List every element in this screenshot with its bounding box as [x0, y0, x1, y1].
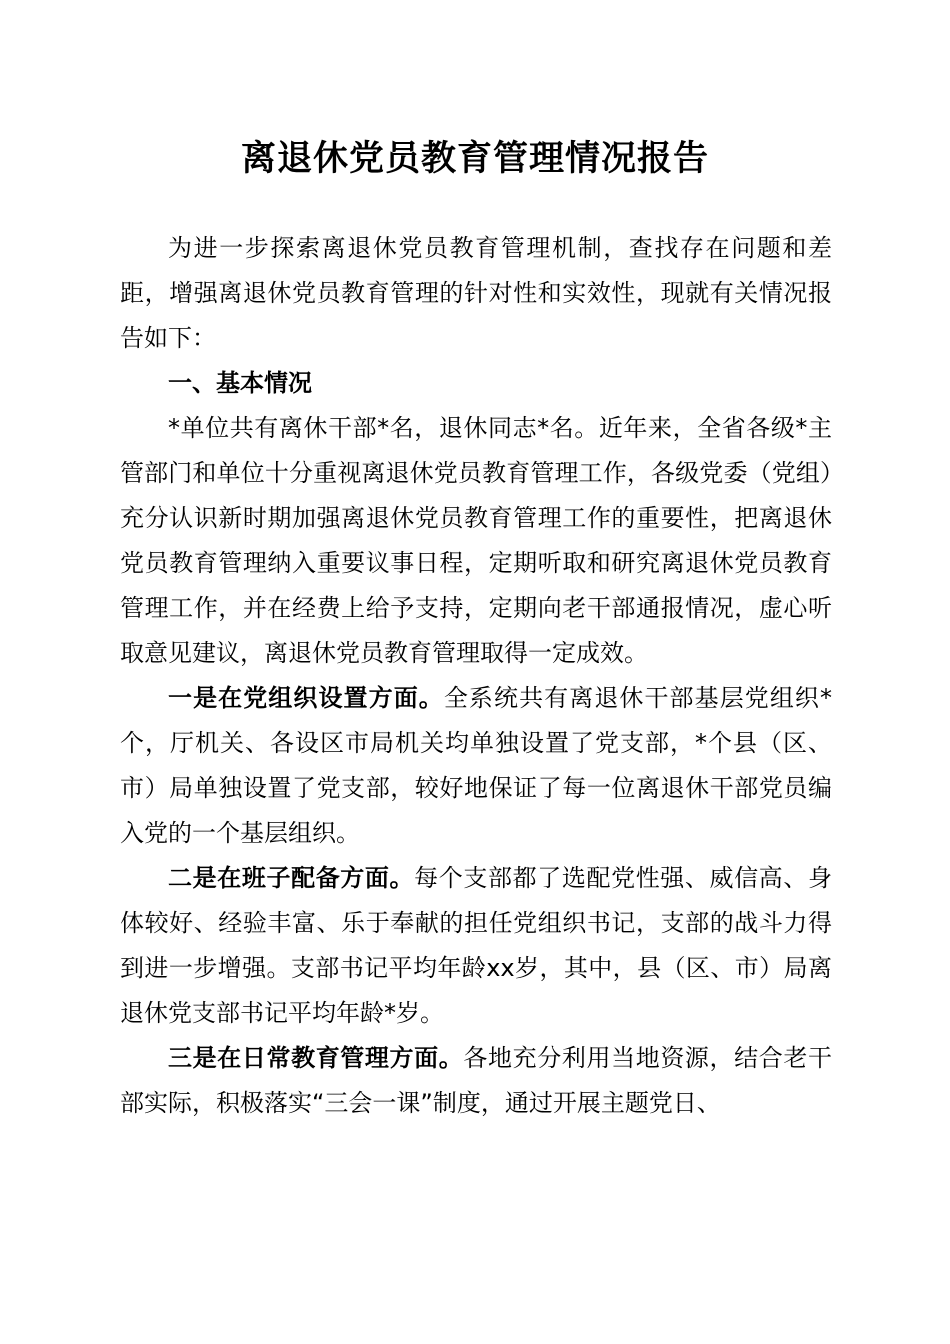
- team-staffing-paragraph: [120, 856, 832, 1036]
- daily-management-paragraph: [120, 1036, 832, 1126]
- party-organization-lead: 一是在党组织设置方面。: [168, 684, 444, 712]
- daily-management-lead: 三是在日常教育管理方面。: [168, 1044, 464, 1072]
- document-title: 离退休党员教育管理情况报告: [240, 138, 709, 179]
- intro-paragraph: 为进一步探索离退休党员教育管理机制，查找存在问题和差距，增强离退休党员教育管理的针对性和实效性，现就有关情况报告如下：: [120, 234, 832, 352]
- daily-management-text: 各地充分利用当地资源，结合老干部实际，积极落实“三会一课”制度，通过开展主题党日、: [120, 1044, 833, 1117]
- party-organization-text: 全系统共有离退休干部基层党组织*个，厅机关、各设区市局机关均单独设置了党支部，*个县（区、市）局单独设置了党支部，较好地保证了每一位离退休干部党员编入党的一个基层组织。: [120, 684, 833, 847]
- section-heading-basic-situation: 一、基本情况: [168, 369, 312, 397]
- team-staffing-lead: 二是在班子配备方面。: [168, 864, 415, 892]
- document-body: [120, 226, 832, 1126]
- basic-situation-paragraph: *单位共有离休干部*名，退休同志*名。近年来，全省各级*主管部门和单位十分重视离退休党员教育管理工作，各级党委（党组）充分认识新时期加强离退休党员教育管理工作的重要性，把离退休党员教育管理纳入重要议事日程，定期听取和研究离退休党员教育管理工作，并在经费上给予支持，定期向老干部通报情况，虚心听取意见建议，离退休党员教育管理取得一定成效。: [120, 414, 832, 667]
- party-organization-paragraph: [120, 676, 832, 856]
- team-staffing-text: 每个支部都了选配党性强、威信高、身体较好、经验丰富、乐于奉献的担任党组织书记，支部的战斗力得到进一步增强。支部书记平均年龄xx岁，其中，县（区、市）局离退休党支部书记平均年龄*岁。: [120, 864, 833, 1027]
